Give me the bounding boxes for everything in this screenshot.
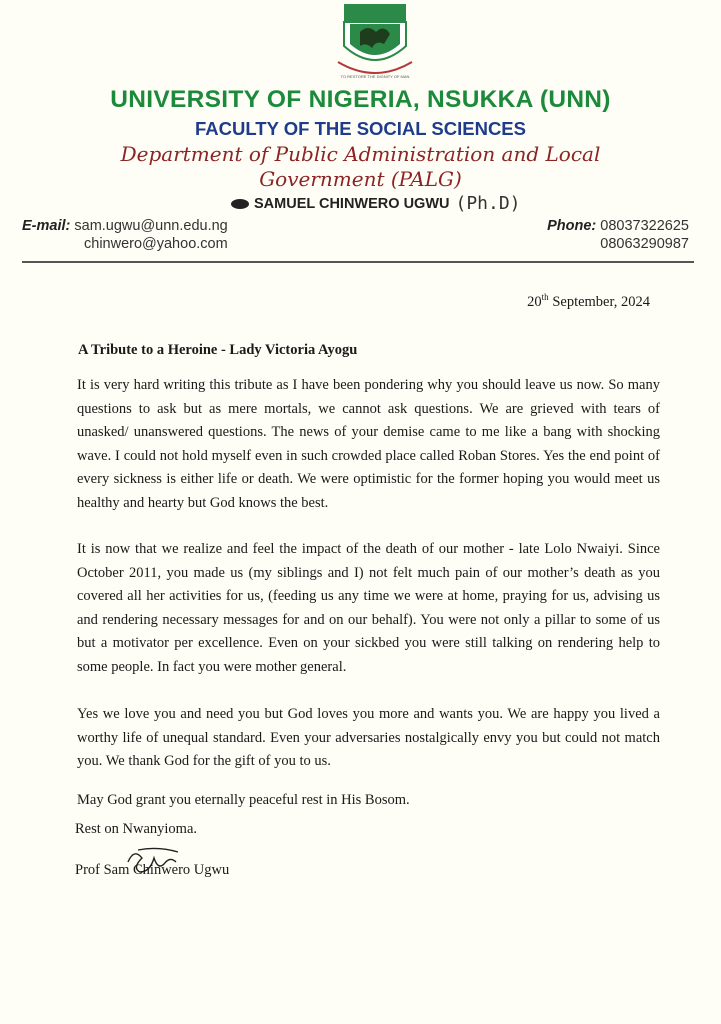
author-title: (Ph.D) [455, 193, 521, 214]
paragraph-1: It is very hard writing this tribute as I have been pondering why you should leave us now. So many questions to ask but as mere mortals, we cannot ask questions. We are grieved with tears of unasked/ unanswered questions. The news of your demise came to me like a bang with shocking wave. I could not hold myself even in such crowded place called Roban Stores. Yes the end point of every sickness is either life or death. We were optimistic for the former hoping you would meet us healthy and hearty but God knows the best. [77, 377, 660, 511]
paragraph-4: May God grant you eternally peaceful rest in His Bosom. [77, 792, 410, 808]
author-name-line [230, 193, 521, 214]
closing-line: Rest on Nwanyioma. [75, 821, 198, 837]
department-name-line-2: Government (PALG) [259, 167, 462, 191]
email-block [22, 218, 228, 252]
date-day: 20 [527, 293, 542, 310]
phone-label: Phone: [547, 218, 597, 234]
signer-name: Prof Sam Chinwero Ugwu [75, 862, 230, 878]
letterhead-divider [22, 261, 694, 263]
university-name: UNIVERSITY OF NIGERIA, NSUKKA (UNN) [110, 86, 611, 113]
faculty-name: FACULTY OF THE SOCIAL SCIENCES [195, 118, 526, 139]
email-primary[interactable]: sam.ugwu@unn.edu.ng [74, 218, 228, 234]
unn-coat-of-arms-icon [330, 2, 420, 84]
date-rest: September, 2024 [548, 293, 650, 310]
paragraph-2: It is now that we realize and feel the impact of the death of our mother - late Lolo Nwaiyi. Since October 2011, you made us (my siblings and I) not felt much pain of our mother’s death as you covered all her activities for us, (feeding us any time we were at home, praying for us, advising us and rendering necessary messages for and on our behalf). You were not only a pillar to some of us but a motivator per excellence. Even on your sickbed you were still talking on rendering help to some people. In fact you were mother general. [77, 541, 660, 675]
email-label: E-mail: [22, 218, 71, 234]
crest-motto: TO RESTORE THE DIGNITY OF MAN [340, 74, 410, 79]
email-secondary[interactable]: chinwero@yahoo.com [84, 236, 228, 252]
letter-title: A Tribute to a Heroine - Lady Victoria Ayogu [78, 342, 358, 358]
letter-date [527, 292, 650, 311]
phone-primary: 08037322625 [600, 218, 689, 234]
phone-block [547, 218, 689, 252]
phone-secondary: 08063290987 [600, 236, 689, 252]
department-name-line-1: Department of Public Administration and Local [120, 142, 601, 166]
date-suffix: th [541, 292, 549, 302]
name-bullet-icon [230, 198, 250, 210]
paragraph-3: Yes we love you and need you but God loves you more and wants you. We are happy you lived a worthy life of unequal standard. Even your adversaries nostalgically envy you but could not match you. We thank God for the gift of you to us. [77, 706, 660, 769]
author-name: SAMUEL CHINWERO UGWU [254, 195, 450, 212]
